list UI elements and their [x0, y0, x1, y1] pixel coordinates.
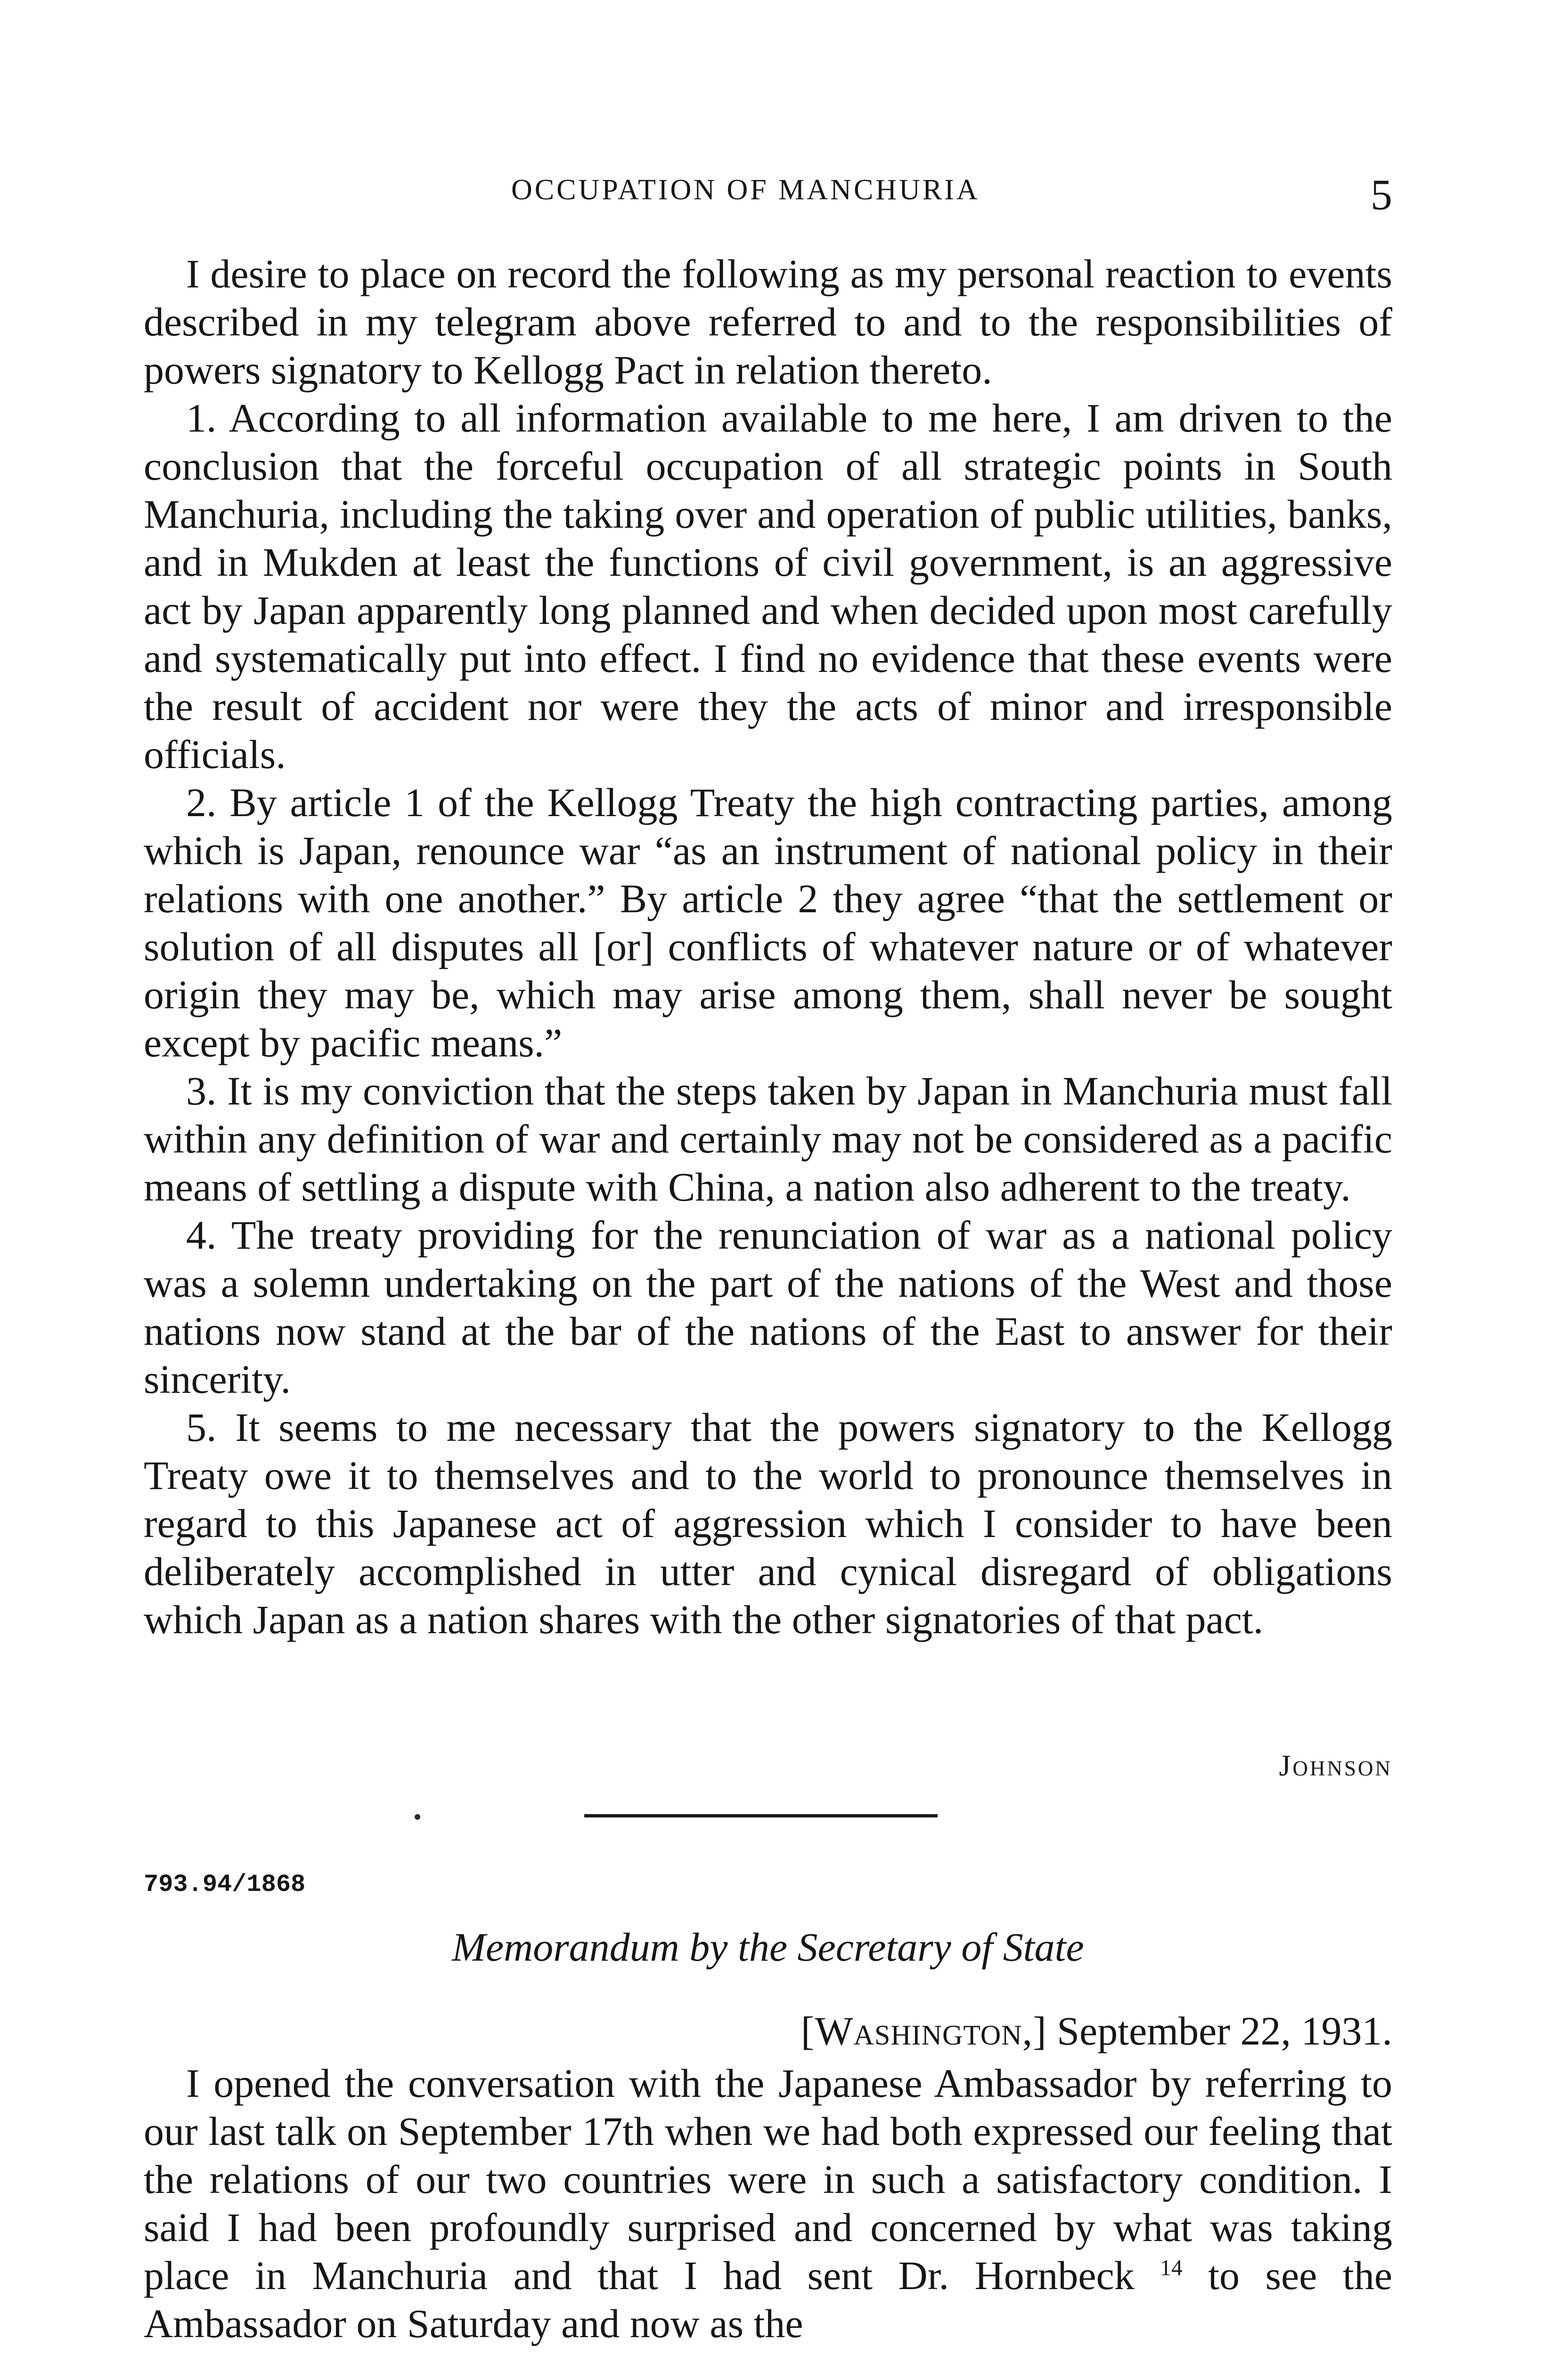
dateline-place: [Washington,]: [800, 2008, 1047, 2053]
signature: Johnson: [1279, 1749, 1392, 1782]
memorandum-text-before-ref: I opened the conversation with the Japanese Ambassador by referring to our last talk on September 17th when we had both expressed our feeling that the relations of our two countries were in such a satisfactory condition. I said I had been profoundly surprised and concerned by what was taking place in Manchuria and that I had sent Dr. Hornbeck: [144, 2061, 1392, 2298]
running-title: OCCUPATION OF MANCHURIA: [511, 174, 980, 206]
memorandum-paragraph: [144, 2059, 1392, 2348]
footnote-reference: 14: [1160, 2256, 1183, 2281]
running-header: [144, 171, 1392, 222]
letter-paragraph-3: 3. It is my conviction that the steps taken by Japan in Manchuria must fall within any definition of war and certainly may not be considered as a pacific means of settling a dispute with China, a nation also adherent to the treaty.: [144, 1068, 1392, 1210]
dateline: [801, 2007, 1392, 2054]
letter-paragraph-2: 2. By article 1 of the Kellogg Treaty the high contracting parties, among which is Japan, renounce war “as an instrument of national policy in their relations with one another.” By article 2 they agree “that the settlement or solution of all disputes all [or] conflicts of whatever nature or of whatever origin they may be, which may arise among them, shall never be sought except by pacific means.”: [144, 780, 1392, 1065]
letter-paragraph-5: 5. It seems to me necessary that the powers signatory to the Kellogg Treaty owe it to themselves and to the world to pronounce themselves in regard to this Japanese act of aggression which I consider to have been deliberately accomplished in utter and cynical disregard of obligations which Japan as a nation shares with the other signatories of that pact.: [144, 1405, 1392, 1642]
memorandum-text-after-ref: to see the Ambassador on Saturday and now as the: [144, 2253, 1392, 2346]
letter-paragraph-4: 4. The treaty providing for the renunciation of war as a national policy was a solemn undertaking on the part of the nations of the West and those nations now stand at the bar of the nations of the East to answer for their sincerity.: [144, 1212, 1392, 1402]
memorandum-body: [144, 2059, 1392, 2348]
letter-paragraph-1: 1. According to all information available to me here, I am driven to the conclusion that the forceful occupation of all strategic points in South Manchuria, including the taking over and operation of public utilities, banks, and in Mukden at least the functions of civil government, is an aggressive act by Japan apparently long planned and when decided upon most carefully and systematically put into effect. I find no evidence that these events were the result of accident nor were they the acts of minor and irresponsible officials.: [144, 395, 1392, 777]
section-separator: [584, 1814, 938, 1817]
dateline-date: September 22, 1931.: [1057, 2008, 1392, 2053]
stray-dot: [415, 1814, 420, 1820]
file-number: 793.94/1868: [144, 1871, 306, 1898]
memorandum-title: Memorandum by the Secretary of State: [452, 1924, 1084, 1970]
page-number: 5: [1371, 171, 1392, 219]
letter-body: [144, 250, 1392, 1644]
letter-paragraph-intro: I desire to place on record the following as my personal reaction to events described in my telegram above referred to and to the responsibilities of powers signatory to Kellogg Pact in relation thereto.: [144, 251, 1392, 393]
